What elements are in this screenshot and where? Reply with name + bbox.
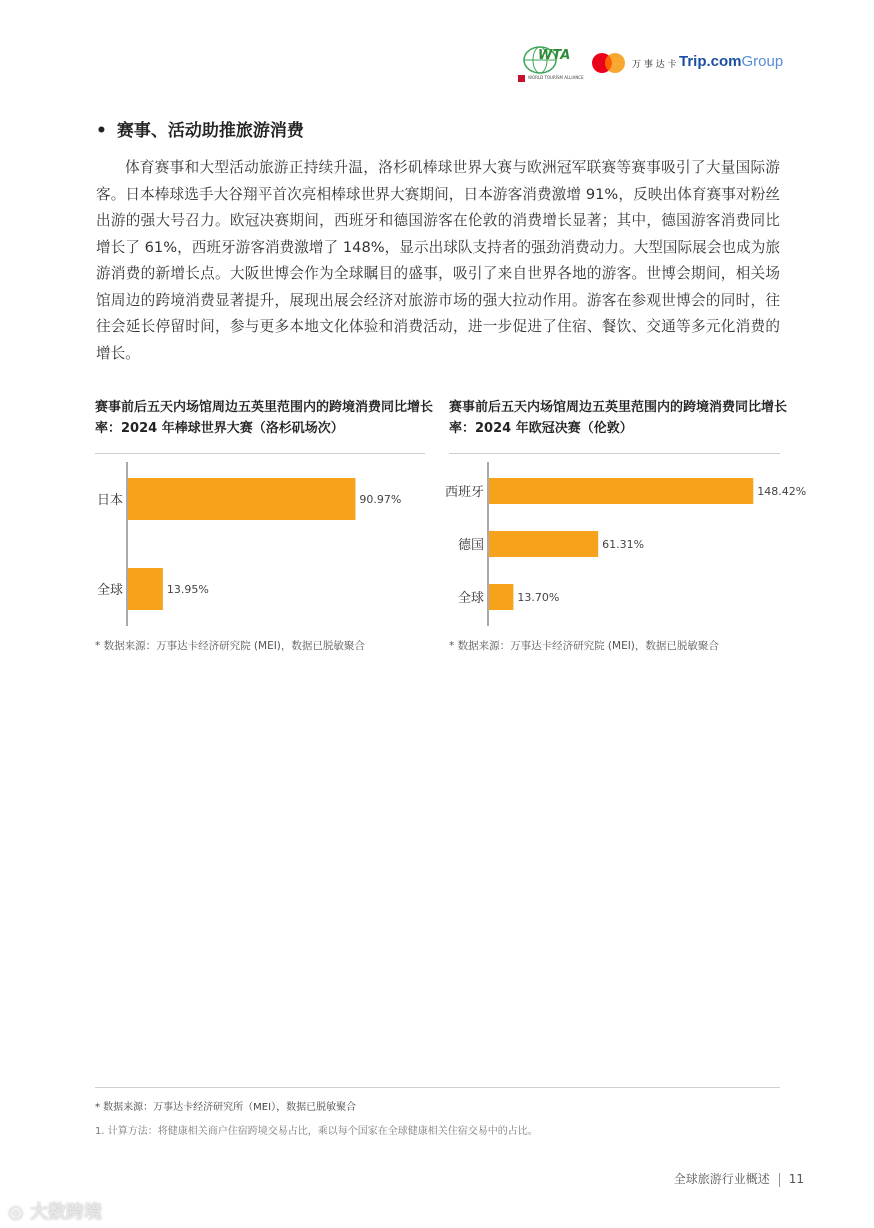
chart1-plot	[95, 462, 430, 627]
footer-source-note: * 数据来源：万事达卡经济研究所（MEI），数据已脱敏聚合	[95, 1102, 357, 1113]
footer-rule	[95, 1087, 780, 1088]
chart1-bar	[128, 478, 355, 520]
section-title-text: 赛事、活动助推旅游消费	[116, 121, 304, 141]
chart2-title-rule	[449, 453, 780, 454]
wta-logo-text: WTA	[538, 48, 571, 63]
watermark	[8, 1198, 102, 1224]
chart1-title: 赛事前后五天内场馆周边五英里范围内的跨境消费同比增长率：2024 年棒球世界大赛（洛杉矶场次）	[95, 400, 434, 436]
chart2-source-note: * 数据来源：万事达卡经济研究院 (MEI)，数据已脱敏聚合	[449, 640, 719, 652]
chart2-bar	[489, 478, 753, 504]
chart2-value-label: 13.70%	[517, 591, 560, 604]
chart1-bar	[128, 568, 163, 610]
chart1-value-label: 90.97%	[359, 493, 402, 506]
trip-logo	[679, 53, 783, 70]
watermark-text: 大数跨境	[29, 1202, 102, 1223]
chart2-value-label: 148.42%	[757, 485, 807, 498]
wta-logo-subtext: WORLD TOURISM ALLIANCE	[528, 75, 584, 80]
chart2-plot	[443, 462, 807, 627]
chart1-source-note: * 数据来源：万事达卡经济研究院 (MEI)，数据已脱敏聚合	[95, 640, 365, 652]
chart1-category-label: 全球	[96, 583, 123, 598]
page-number: 11	[788, 1172, 804, 1186]
chart2-category-label: 西班牙	[444, 485, 484, 500]
page-footer-divider	[779, 1173, 780, 1187]
trip-group: Group	[741, 53, 784, 70]
page-footer	[674, 1170, 804, 1187]
page-footer-label: 全球旅游行业概述	[673, 1172, 770, 1186]
mastercard-text: 万 事 达 卡	[632, 60, 677, 70]
chart2-value-label: 61.31%	[602, 538, 645, 551]
bullet: •	[96, 121, 107, 141]
section-title	[96, 116, 304, 141]
chart1-category-label: 日本	[96, 493, 123, 508]
chart2-category-label: 全球	[457, 591, 484, 606]
footer-method-note: 1. 计算方法：将健康相关商户住宿跨境交易占比，乘以每个国家在全球健康相关住宿交易中的占比。	[95, 1126, 538, 1137]
wta-logo	[518, 42, 584, 86]
mastercard-logo-icon	[591, 52, 627, 74]
chart2-bar	[489, 584, 513, 610]
chart2-bar	[489, 531, 598, 557]
trip-brand: Trip.com	[679, 53, 742, 70]
body-paragraph: 体育赛事和大型活动旅游正持续升温，洛杉矶棒球世界大赛与欧洲冠军联赛等赛事吸引了大量国际游客。日本棒球选手大谷翔平首次亮相棒球世界大赛期间，日本游客消费激增 91%，反映出体育赛事对粉丝出游的强大号召力。欧冠决赛期间，西班牙和德国游客在伦敦的消费增长显著；其中，德国游客消费同比增长了 61%，西班牙游客消费激增了 148%，显示出球队支持者的强劲消费动力。大型国际展会也成为旅游消费的新增长点。大阪世博会作为全球瞩目的盛事，吸引了来自世界各地的游客。世博会期间，相关场馆周边的跨境消费显著提升，展现出展会经济对旅游市场的强大拉动作用。游客在参观世博会的同时，往往会延长停留时间，参与更多本地文化体验和消费活动，进一步促进了住宿、餐饮、交通等多元化消费的增长。	[96, 159, 780, 362]
chart2-title: 赛事前后五天内场馆周边五英里范围内的跨境消费同比增长率：2024 年欧冠决赛（伦敦）	[449, 400, 788, 436]
chart1-value-label: 13.95%	[166, 583, 209, 596]
watermark-icon: ◎	[8, 1202, 30, 1223]
chart2-category-label: 德国	[457, 538, 484, 553]
chart1-title-rule	[95, 453, 425, 454]
